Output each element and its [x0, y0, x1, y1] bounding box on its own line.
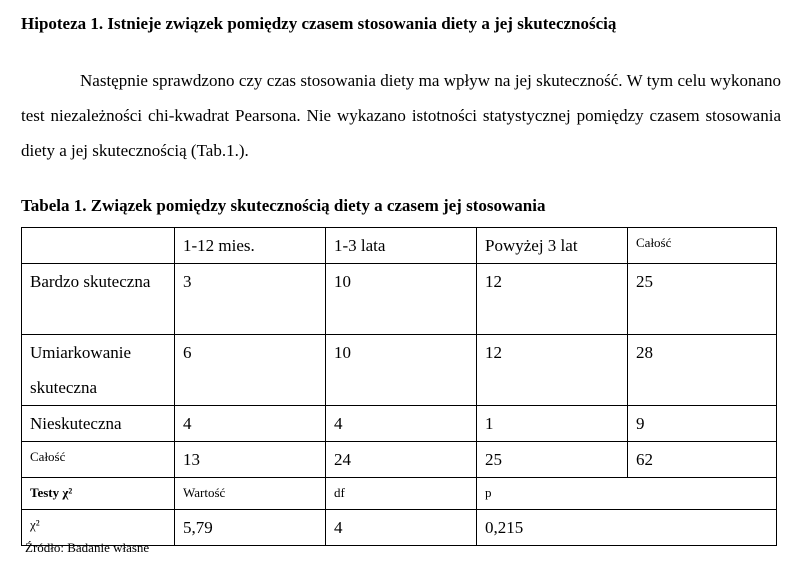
- table-cell: 3: [175, 264, 326, 335]
- table-cell: 25: [628, 264, 777, 335]
- table-caption: Tabela 1. Związek pomiędzy skutecznością diety a czasem jej stosowania: [21, 196, 546, 215]
- table-cell: 13: [175, 442, 326, 478]
- row-label: Nieskuteczna: [22, 406, 175, 442]
- header-cell: 1-3 lata: [326, 228, 477, 264]
- table-row: [22, 406, 777, 442]
- body-paragraph: Następnie sprawdzono czy czas stosowania diety ma wpływ na jej skuteczność. W tym celu wykonano test niezależności chi-kwadrat Pearsona. Nie wykazano istotności statystycznej pomiędzy czasem stosowania diety a jej skutecznością (Tab.1.).: [21, 71, 781, 160]
- table-cell: 28: [628, 335, 777, 406]
- results-table: [21, 227, 777, 546]
- row-label: Bardzo skuteczna: [22, 264, 175, 335]
- tests-header-row: [22, 478, 777, 510]
- tests-cell: 4: [326, 510, 477, 546]
- table-total-row: [22, 442, 777, 478]
- tests-cell: χ²: [22, 510, 175, 546]
- table-cell: 24: [326, 442, 477, 478]
- table-cell: 62: [628, 442, 777, 478]
- tests-header-cell: df: [326, 478, 477, 510]
- header-cell: 1-12 mies.: [175, 228, 326, 264]
- table-cell: 4: [175, 406, 326, 442]
- table-cell: 1: [477, 406, 628, 442]
- table-row: [22, 264, 777, 335]
- table-cell: 10: [326, 335, 477, 406]
- source-note: Źródło: Badanie własne: [25, 540, 150, 555]
- table-cell: 6: [175, 335, 326, 406]
- header-cell: [22, 228, 175, 264]
- table-cell: 12: [477, 335, 628, 406]
- table-cell: 25: [477, 442, 628, 478]
- table-cell: 4: [326, 406, 477, 442]
- section-heading: Hipoteza 1. Istnieje związek pomiędzy czasem stosowania diety a jej skutecznością: [21, 14, 617, 33]
- tests-cell: 0,215: [477, 510, 777, 546]
- table-header-row: [22, 228, 777, 264]
- tests-header-cell: p: [477, 478, 777, 510]
- table-cell: 9: [628, 406, 777, 442]
- row-label: Umiarkowanie skuteczna: [22, 335, 175, 406]
- table-row: [22, 335, 777, 406]
- table-cell: 12: [477, 264, 628, 335]
- row-label: Całość: [22, 442, 175, 478]
- header-cell: Powyżej 3 lat: [477, 228, 628, 264]
- tests-header-cell: Testy χ²: [22, 478, 175, 510]
- tests-header-cell: Wartość: [175, 478, 326, 510]
- table-cell: 10: [326, 264, 477, 335]
- tests-cell: 5,79: [175, 510, 326, 546]
- header-cell: Całość: [628, 228, 777, 264]
